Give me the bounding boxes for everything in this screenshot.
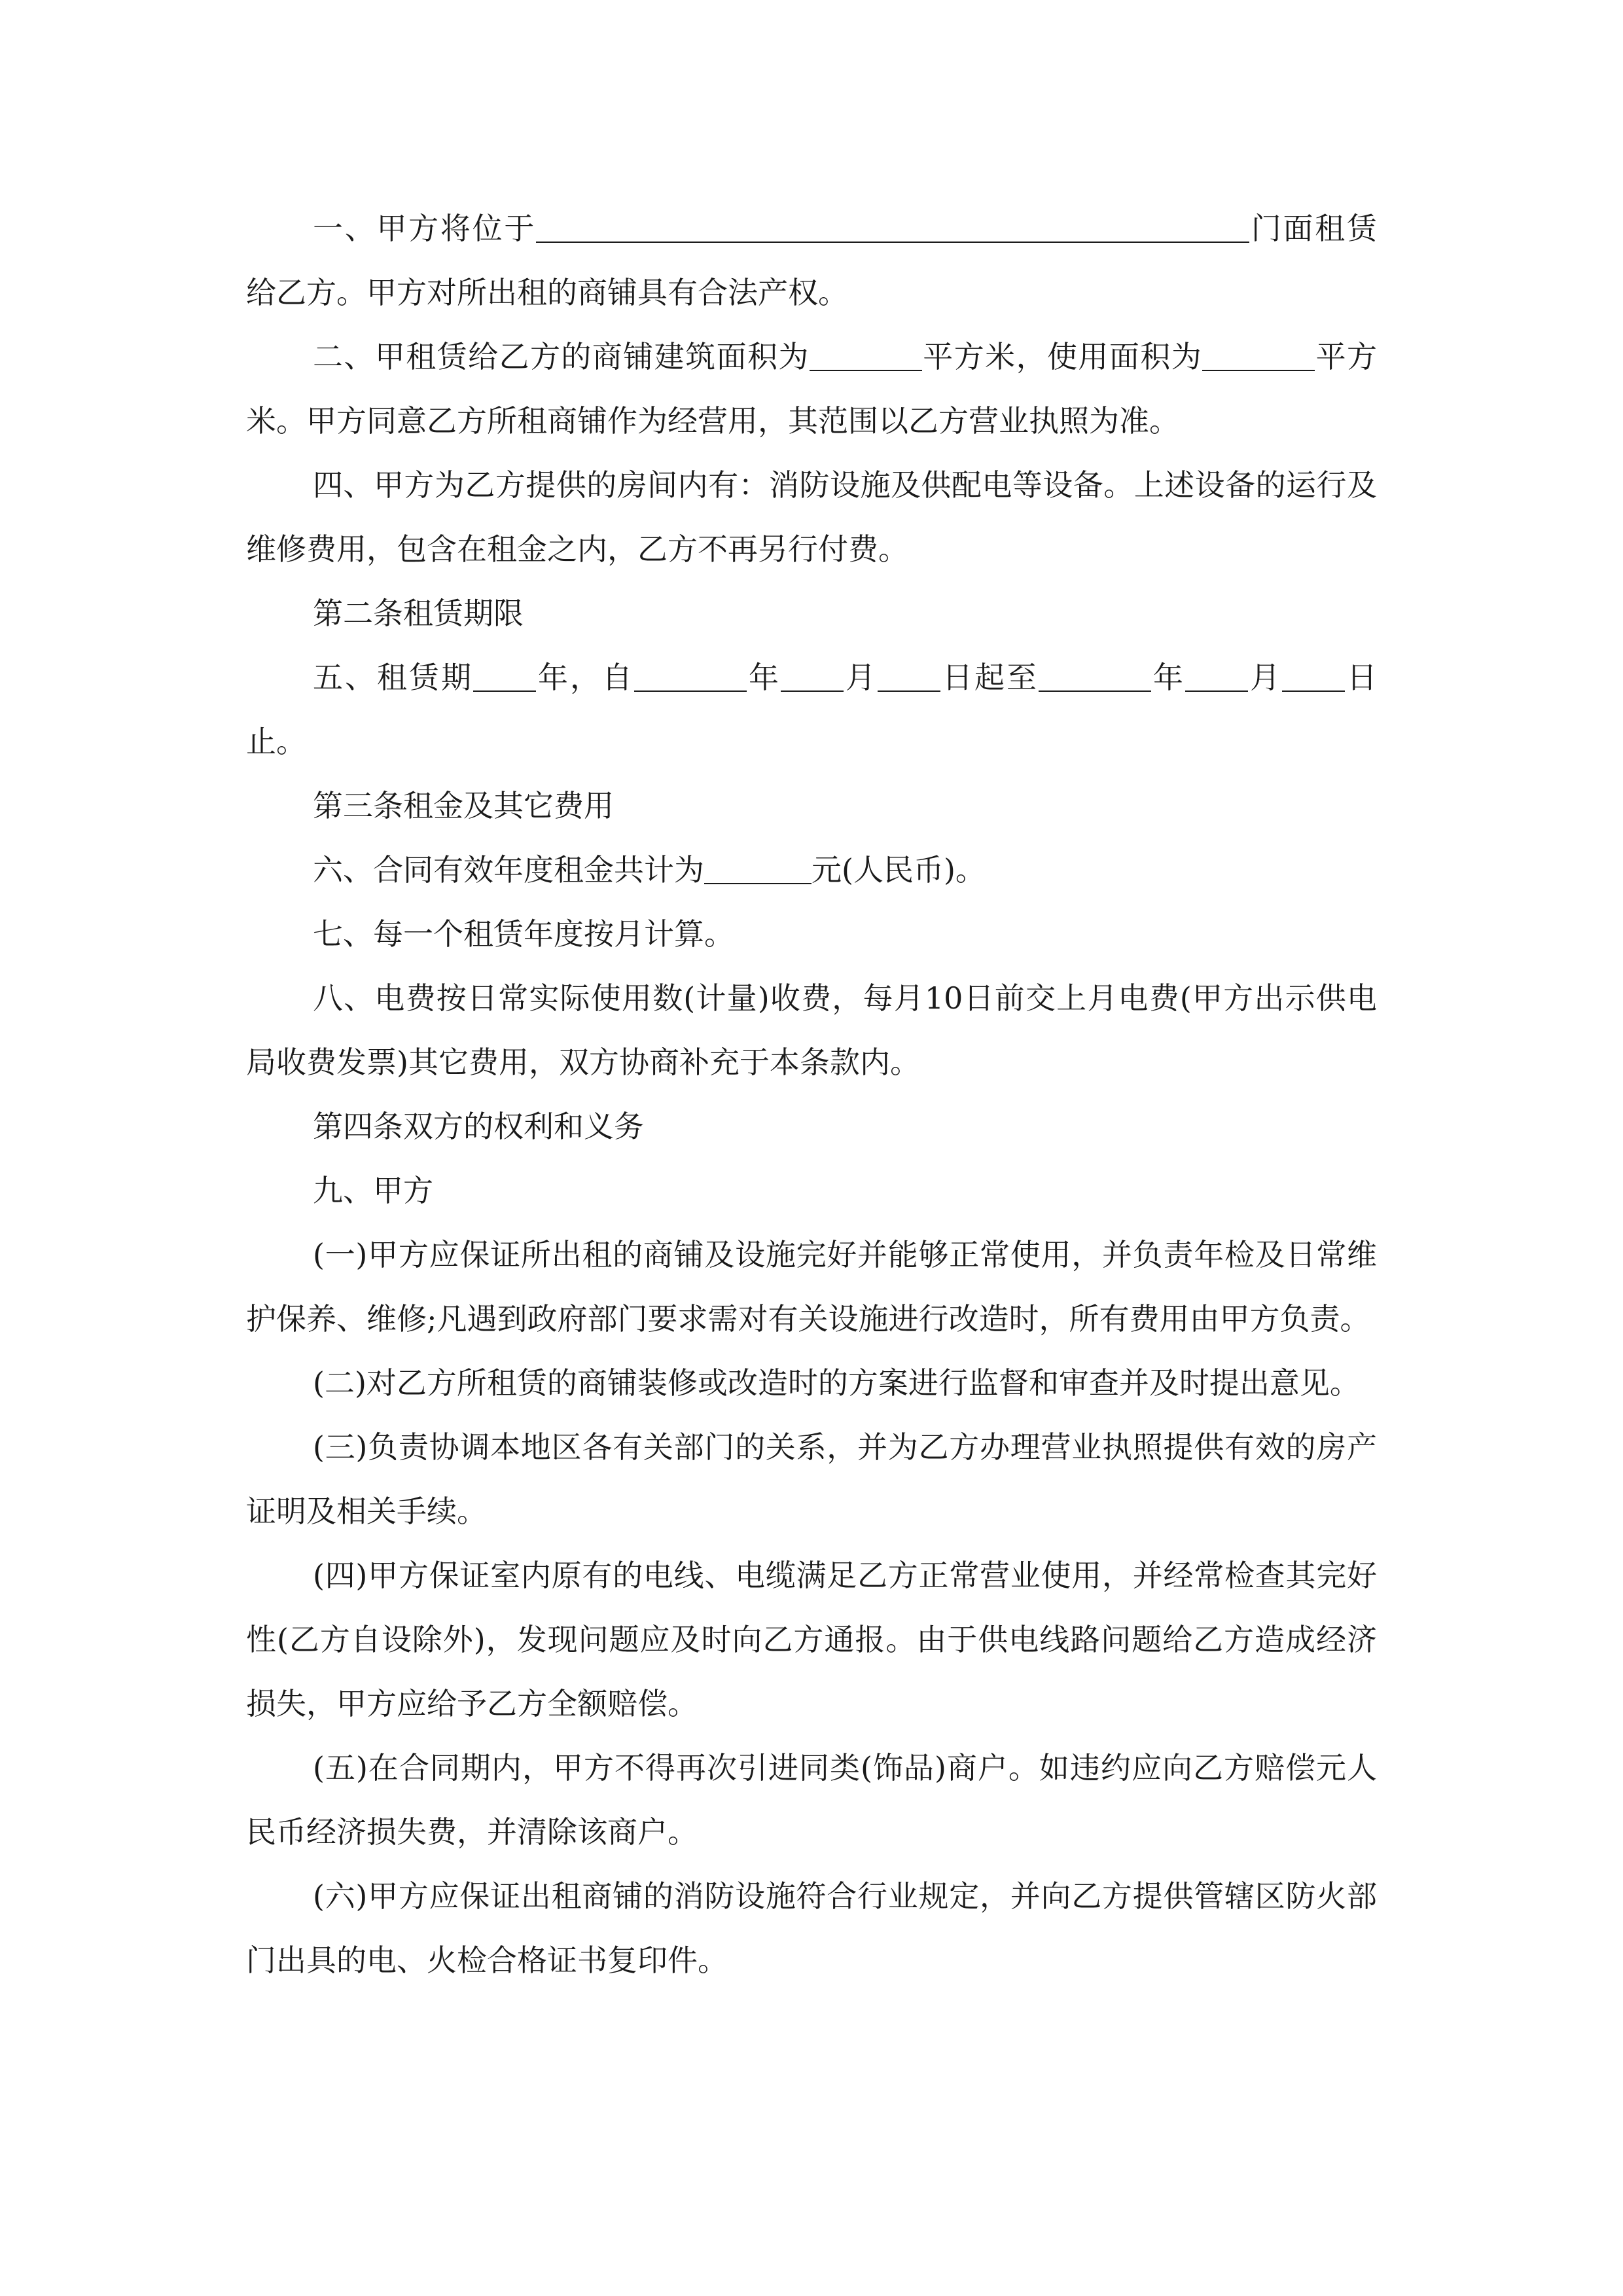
- clause-2-text-b: 平方米，使用面积为: [921, 339, 1203, 374]
- blank-location: [536, 211, 1249, 243]
- blank-end-day: [1282, 660, 1345, 692]
- blank-end-month: [1185, 660, 1248, 692]
- blank-rent-amount: [704, 853, 812, 884]
- clause-6-text-a: 六、合同有效年度租金共计为: [313, 852, 704, 888]
- clause-5-text-a: 五、租赁期: [313, 660, 473, 695]
- clause-5-text-c: 年: [747, 660, 781, 695]
- clause-1-text-a: 一、甲方将位于: [313, 211, 537, 246]
- heading-article-4: 第四条双方的权利和义务: [313, 1109, 644, 1144]
- clause-6: [246, 838, 1377, 902]
- clause-5-text-h: 日止。: [246, 660, 1377, 759]
- blank-building-area: [810, 340, 922, 371]
- clause-5: [246, 645, 1377, 774]
- clause-1-text-b: 门面租赁给乙方。甲方对所出租的商铺具有合法产权。: [246, 211, 1378, 310]
- clause-9: 九、甲方: [313, 1173, 433, 1208]
- clause-4: 四、甲方为乙方提供的房间内有：消防设施及供配电等设备。上述设备的运行及维修费用，包含在租金之内，乙方不再另行付费。: [246, 467, 1377, 567]
- clause-2-text-a: 二、甲租赁给乙方的商铺建筑面积为: [313, 339, 810, 374]
- clause-6-text-b: 元(人民币)。: [812, 852, 986, 888]
- item-3: (三)负责协调本地区各有关部门的关系，并为乙方办理营业执照提供有效的房产证明及相关手续。: [246, 1429, 1377, 1529]
- heading-article-2: 第二条租赁期限: [313, 596, 524, 631]
- clause-1: [246, 196, 1377, 325]
- blank-end-year: [1039, 660, 1151, 692]
- clause-8: 八、电费按日常实际使用数(计量)收费，每月10日前交上月电费(甲方出示供电局收费发票)其它费用，双方协商补充于本条款内。: [246, 980, 1377, 1080]
- clause-5-text-e: 日起至: [940, 660, 1039, 695]
- blank-usable-area: [1202, 340, 1315, 371]
- item-2: (二)对乙方所租赁的商铺装修或改造时的方案进行监督和审查并及时提出意见。: [313, 1365, 1360, 1401]
- document-body: [246, 196, 1377, 1992]
- item-1: (一)甲方应保证所出租的商铺及设施完好并能够正常使用，并负责年检及日常维护保养、维修;凡遇到政府部门要求需对有关设施进行改造时，所有费用由甲方负责。: [246, 1237, 1377, 1336]
- heading-article-3: 第三条租金及其它费用: [313, 788, 614, 823]
- clause-5-text-f: 年: [1151, 660, 1185, 695]
- clause-5-text-g: 月: [1248, 660, 1282, 695]
- blank-start-month: [781, 660, 844, 692]
- blank-start-day: [878, 660, 940, 692]
- blank-start-year: [634, 660, 747, 692]
- blank-lease-years: [473, 660, 536, 692]
- clause-5-text-b: 年，自: [536, 660, 634, 695]
- clause-7: 七、每一个租赁年度按月计算。: [313, 916, 734, 952]
- item-5: (五)在合同期内，甲方不得再次引进同类(饰品)商户。如违约应向乙方赔偿元人民币经济损失费，并清除该商户。: [246, 1750, 1377, 1850]
- clause-5-text-d: 月: [844, 660, 878, 695]
- clause-2: [246, 325, 1377, 453]
- clause-2-text-c: 平方米。甲方同意乙方所租商铺作为经营用，其范围以乙方营业执照为准。: [246, 339, 1378, 439]
- item-4: (四)甲方保证室内原有的电线、电缆满足乙方正常营业使用，并经常检查其完好性(乙方自设除外)，发现问题应及时向乙方通报。由于供电线路问题给乙方造成经济损失，甲方应给予乙方全额赔偿。: [246, 1558, 1377, 1721]
- item-6: (六)甲方应保证出租商铺的消防设施符合行业规定，并向乙方提供管辖区防火部门出具的电、火检合格证书复印件。: [246, 1878, 1377, 1978]
